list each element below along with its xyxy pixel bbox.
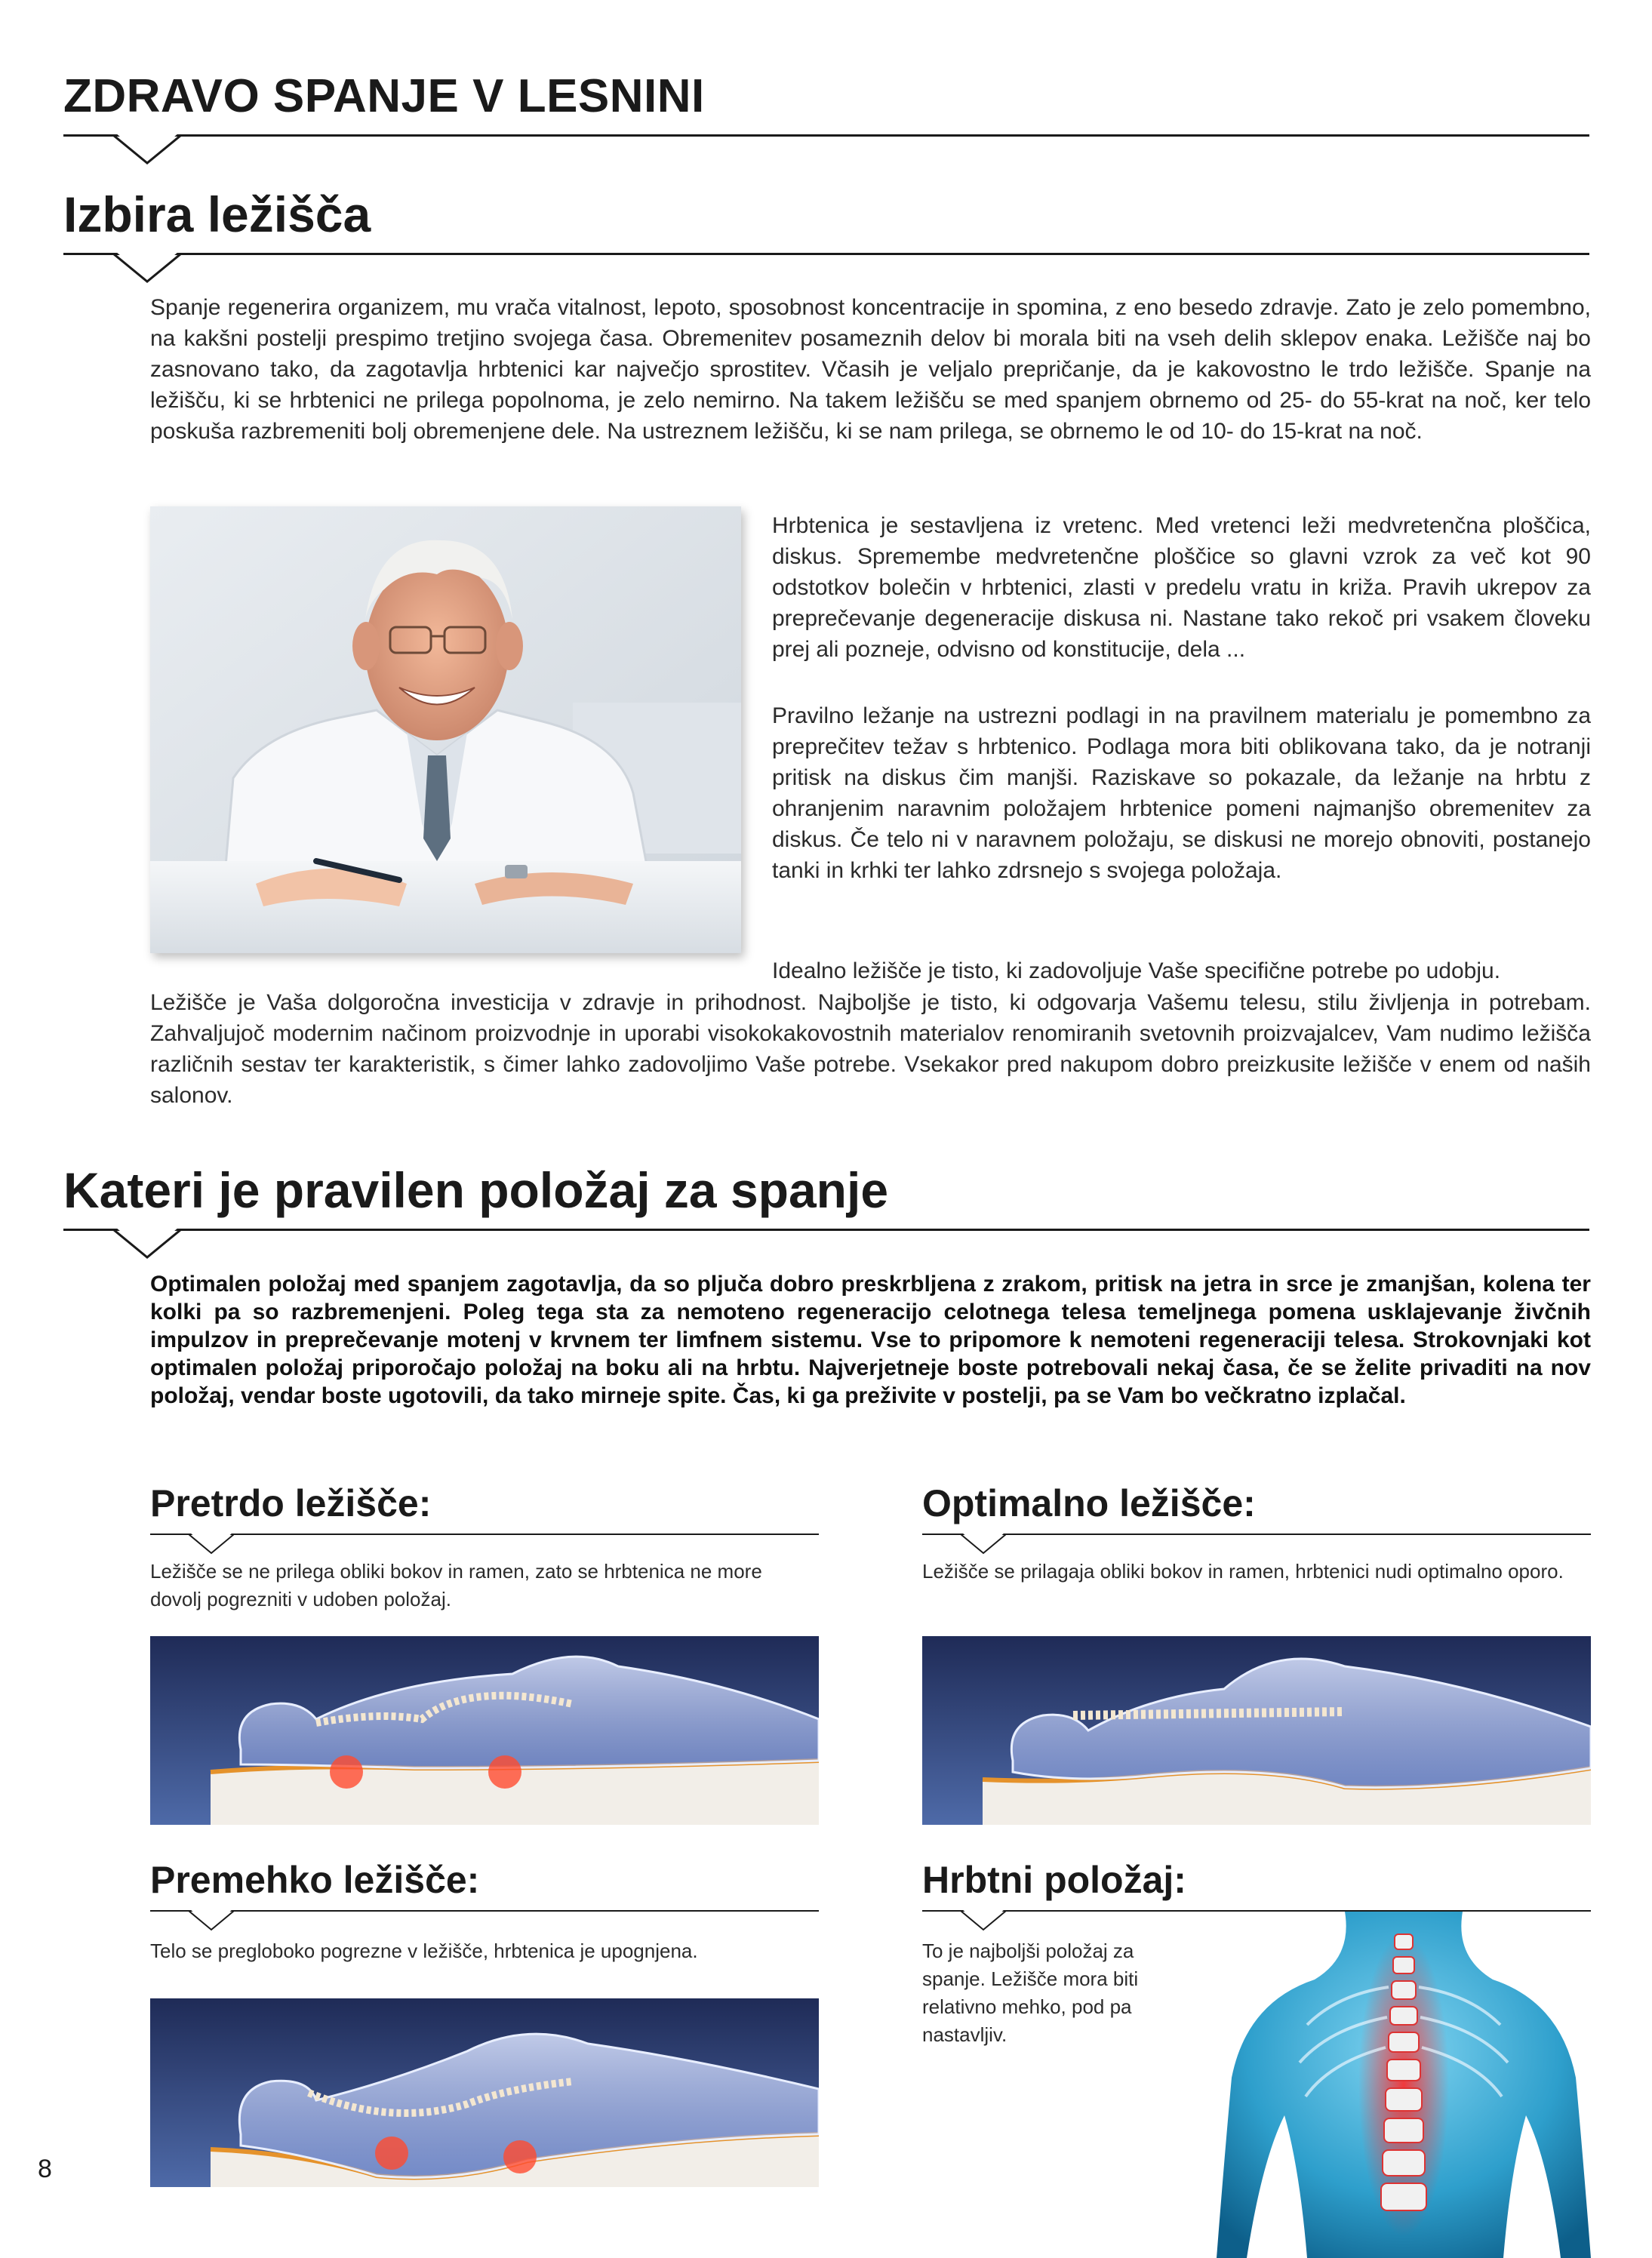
ideal-mattress-paragraph: Ležišče je Vaša dolgoročna investicija v zdravje in prihodnost. Najboljše je tisto, ki odgovarja Vašemu telesu, stilu življenja in potrebam. Zahvaljujoč modernim načinom proizvodnje in uporabi visokokakovostnih materialov renomiranih svetovnih proizvajalcev, Vam nudimo ležišča različnih sestav ter karakteristik, s čimer lahko zadovoljimo Vaše potrebe. Vsekakor pred nakupom dobro preizkusite ležišče v enem od naših salonov.: [150, 990, 1591, 1108]
too-hard-mattress-image: [150, 1636, 819, 1825]
card-title-too-soft: Premehko ležišče:: [150, 1859, 480, 1901]
back-spine-image: [1217, 1912, 1591, 2258]
card-soft-rule: [150, 1910, 819, 1912]
header-rule: [63, 134, 1589, 137]
card-back-text: To je najboljši položaj za spanje. Ležišče mora biti relativno mehko, pod pa nastavljiv.: [922, 1940, 1139, 2046]
sleep-position-intro: Optimalen položaj med spanjem zagotavlja, da so pljuča dobro preskrbljena z zrakom, pritisk na jetra in srce je zmanjšan, kolena ter kolki pa so razbremenjeni. Poleg tega sta za nemoteno regeneracijo celotnega telesa temeljnega pomena usklajevanje živčnih impulzov in preprečevanje motenj v krvnem ter limfnem sistemu. Vse to pripomore k nemoteni regeneraciji telesa. Strokovnjaki kot optimalen položaj priporočajo položaj na boku ali na hrbtu. Najverjetneje boste potrebovali nekaj časa, če se želite privaditi na nov položaj, vendar boste ugotovili, da tako mirneje spite. Čas, ki ga preživite v postelji, pa se Vam bo večkratno izplačal.: [150, 1272, 1591, 1408]
card-title-too-hard: Pretrdo ležišče:: [150, 1482, 432, 1524]
card-hard-notch: [189, 1533, 234, 1555]
card-hard-rule: [150, 1534, 819, 1535]
spine-paragraph: Hrbtenica je sestavljena iz vretenc. Med vretenci leži medvretenčna ploščica, diskus. Spremembe medvretenčne ploščice so glavni vzrok za več kot 90 odstotkov bolečin v hrbtenici, zlasti v predelu vratu in križa. Pravih ukrepov za preprečevanje degeneracije diskusa ni. Nastane tako rekoč pri vsakem človeku prej ali pozneje, odvisno od konstitucije, dela ...: [772, 513, 1591, 662]
doctor-photo: [150, 506, 741, 953]
section-title-sleep-position: Kateri je pravilen položaj za spanje: [63, 1162, 889, 1218]
section1-rule: [63, 253, 1589, 255]
section1-notch: [113, 251, 181, 285]
card-soft-text: Telo se pregloboko pogrezne v ležišče, hrbtenica je upognjena.: [150, 1940, 698, 1962]
section-title-mattress-choice: Izbira ležišča: [63, 186, 371, 242]
card-optimal-rule: [922, 1534, 1591, 1535]
optimal-mattress-image: [922, 1636, 1591, 1825]
page-title: ZDRAVO SPANJE V LESNINI: [63, 70, 705, 122]
card-back-notch: [961, 1909, 1006, 1932]
page-number: 8: [38, 2155, 52, 2183]
section2-notch: [113, 1227, 181, 1260]
card-title-optimal: Optimalno ležišče:: [922, 1482, 1256, 1524]
section2-rule: [63, 1229, 1589, 1231]
posture-paragraph: Pravilno ležanje na ustrezni podlagi in na pravilnem materialu je pomembno za preprečitev težav s hrbtenico. Podlaga mora biti oblikovana tako, da je notranji pritisk na diskus čim manjši. Raziskave so pokazale, da ležanje na hrbtu z ohranjenim naravnim položajem hrbtenice pomeni najmanjšo obremenitev za diskus. Če telo ni v naravnem položaju, se diskusi ne morejo obnoviti, postanejo tanki in krhki ter lahko zdrsnejo s svojega položaja.: [772, 703, 1591, 883]
too-soft-mattress-image: [150, 1998, 819, 2187]
card-optimal-text: Ležišče se prilagaja obliki bokov in ramen, hrbtenici nudi optimalno oporo.: [922, 1560, 1564, 1583]
card-soft-notch: [189, 1909, 234, 1932]
card-hard-text: Ležišče se ne prilega obliki bokov in ramen, zato se hrbtenica ne more dovolj pogrezniti v udoben položaj.: [150, 1560, 762, 1610]
header-notch: [113, 133, 181, 166]
intro-paragraph: Spanje regenerira organizem, mu vrača vitalnost, lepoto, sposobnost koncentracije in spomina, z eno besedo zdravje. Zato je zelo pomembno, na kakšni postelji prespimo tretjino svojega časa. Obremenitev posameznih delov bi morala biti na vseh delih sklepov enaka. Ležišče naj bo zasnovano tako, da zagotavlja hrbtenici kar največjo sprostitev. Včasih je veljalo prepričanje, da je kakovostno le trdo ležišče. Spanje na ležišču, ki se hrbtenici ne prilega popolnoma, je zelo nemirno. Na takem ležišču se med spanjem obrnemo od 25- do 55-krat na noč, ker telo poskuša razbremeniti bolj obremenjene dele. Na ustreznem ležišču, ki se nam prilega, se obrnemo le od 10- do 15-krat na noč.: [150, 295, 1591, 444]
card-optimal-notch: [961, 1533, 1006, 1555]
ideal-mattress-first-line: Idealno ležišče je tisto, ki zadovoljuje Vaše specifične potrebe po udobju.: [772, 958, 1501, 983]
card-title-back-position: Hrbtni položaj:: [922, 1859, 1186, 1901]
